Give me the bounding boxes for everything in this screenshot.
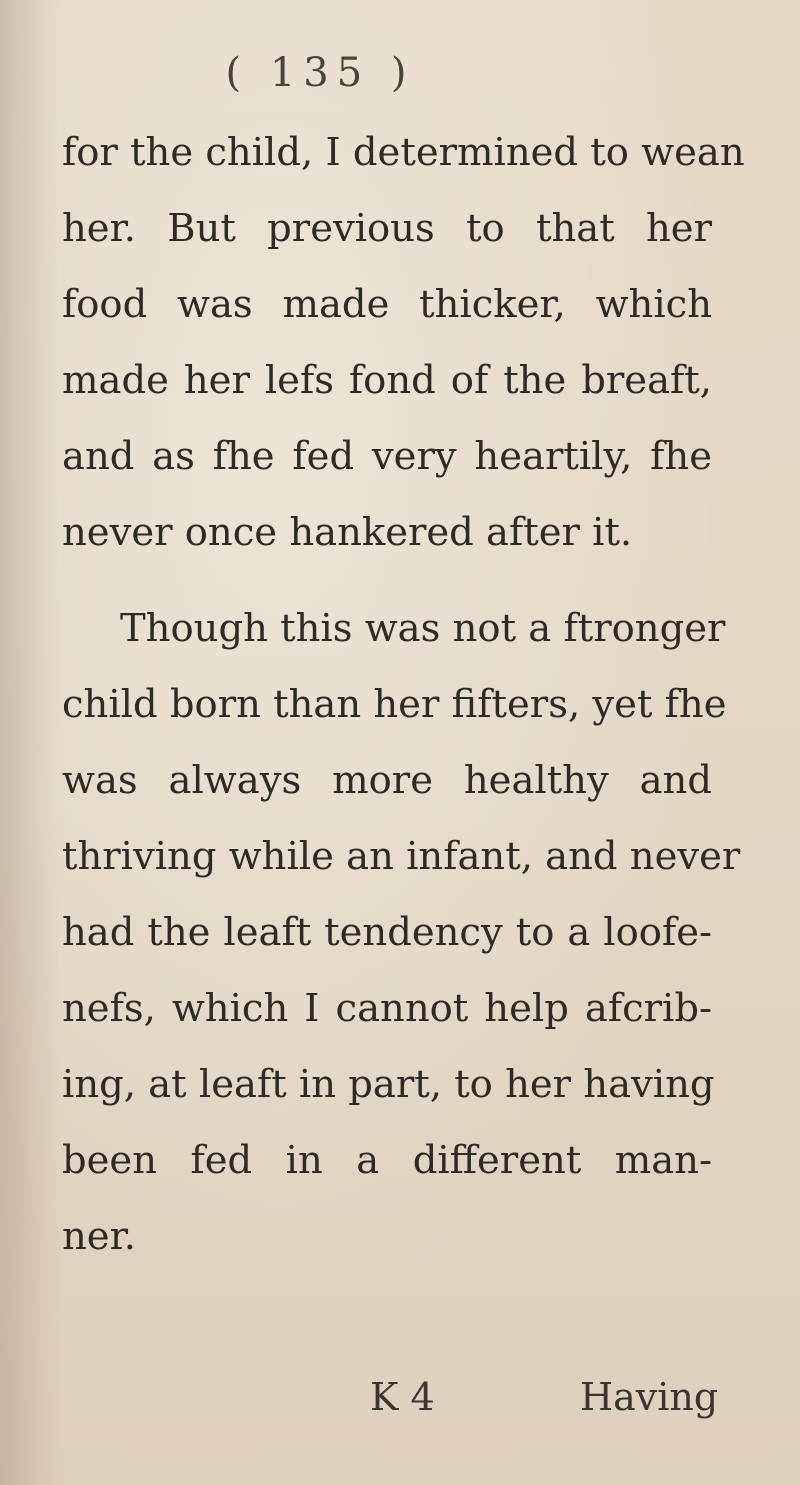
- text-line: was always more healthy and: [62, 758, 712, 803]
- text-line: ner.: [62, 1214, 136, 1259]
- text-line: and as fhe fed very heartily, fhe: [62, 434, 712, 479]
- text-line: child born than her fifters, yet fhe: [62, 682, 727, 727]
- page-number: [0, 50, 800, 96]
- text-line: been fed in a different man-: [62, 1138, 712, 1183]
- text-line: made her lefs fond of the breaft,: [62, 358, 712, 403]
- text-line: Though this was not a ftronger: [120, 606, 726, 651]
- text-line: her. But previous to that her: [62, 206, 712, 251]
- text-line: for the child, I determined to wean: [62, 130, 745, 175]
- text-line: thriving while an infant, and never: [62, 834, 741, 879]
- signature-mark: K 4: [370, 1375, 435, 1419]
- page-edge-shadow: [0, 0, 60, 1485]
- text-line: nefs, which I cannot help afcrib-: [62, 986, 712, 1031]
- text-line: never once hankered after it.: [62, 510, 633, 555]
- page-number-text: ( 135 ): [225, 50, 415, 96]
- catchword: Having: [580, 1375, 719, 1419]
- text-line: food was made thicker, which: [62, 282, 712, 327]
- text-line: had the leaft tendency to a loofe-: [62, 910, 712, 955]
- text-line: ing, at leaft in part, to her having: [62, 1062, 715, 1107]
